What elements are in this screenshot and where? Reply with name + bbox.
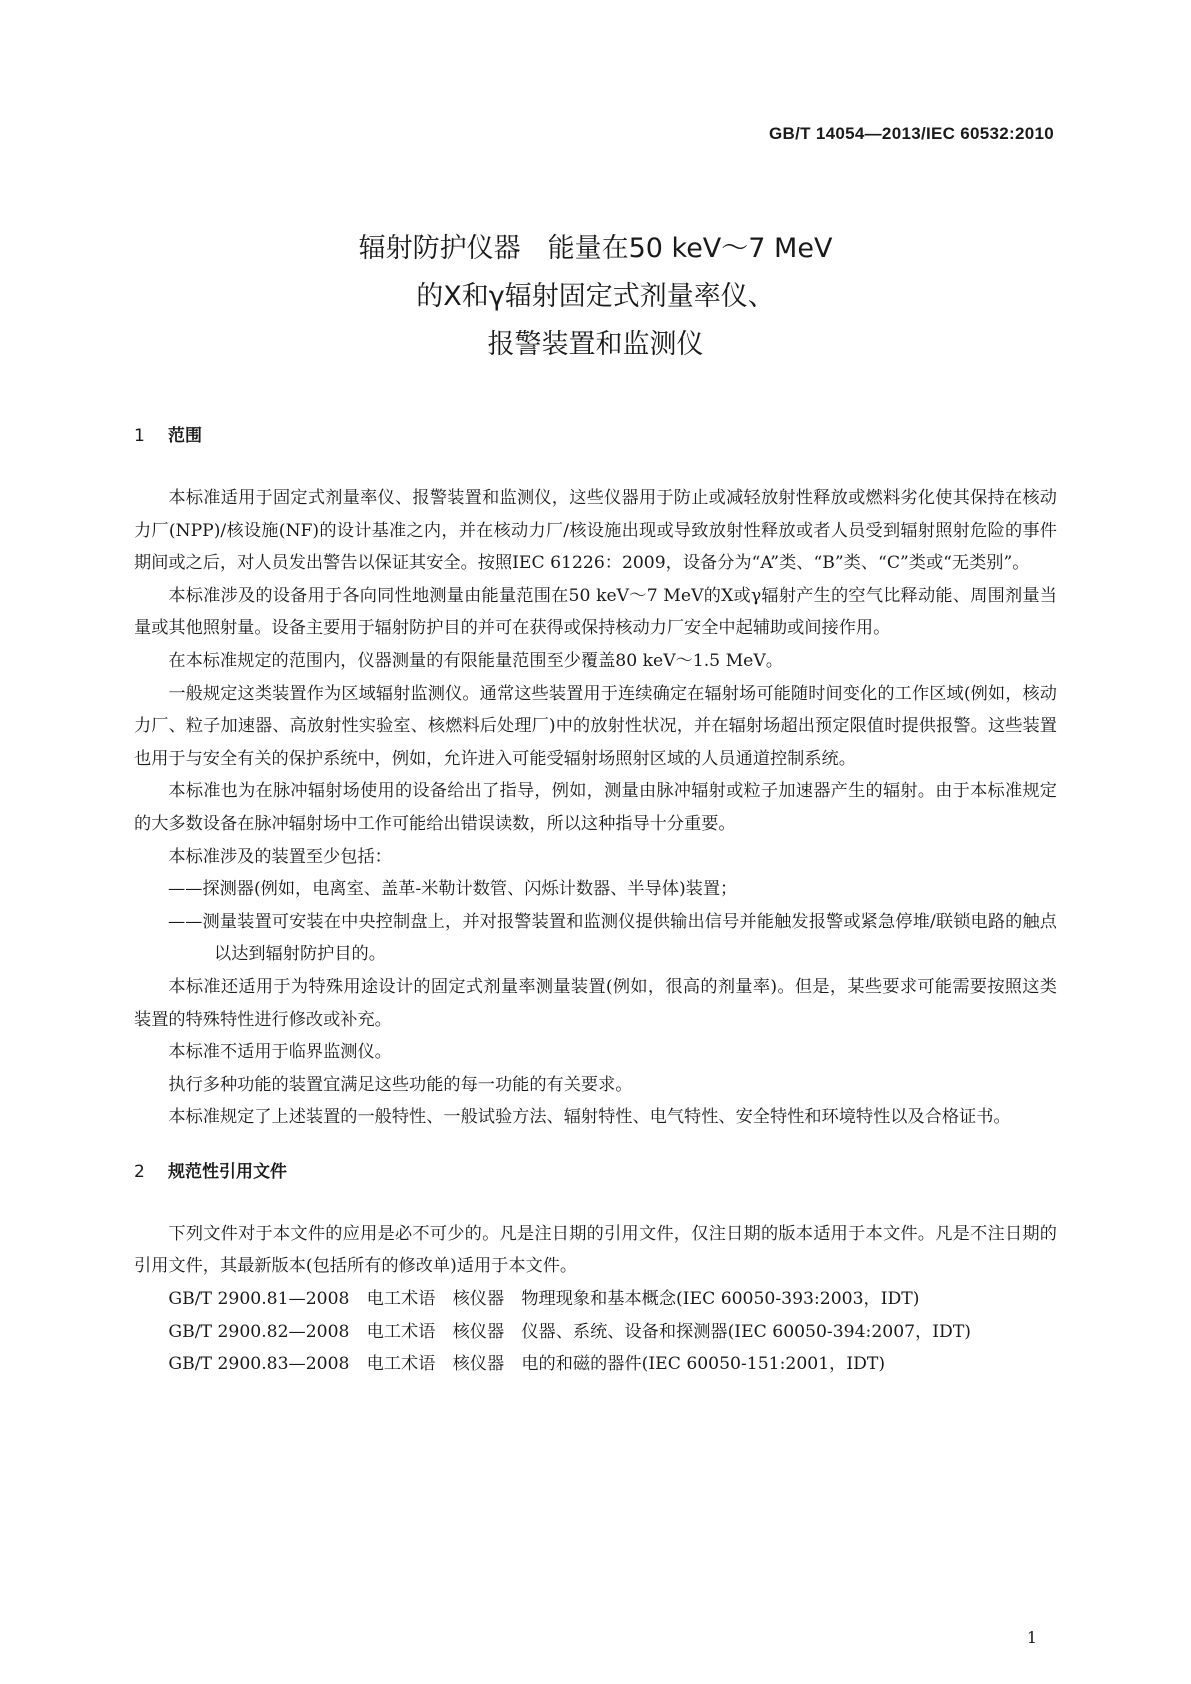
list-item: ——探测器(例如，电离室、盖革-米勒计数管、闪烁计数器、半导体)装置；	[168, 879, 738, 900]
reference-item: GB/T 2900.83—2008 电工术语 核仪器 电的和磁的器件(IEC 60050-151:2001，IDT)	[168, 1354, 886, 1375]
section-number: 2	[134, 1161, 145, 1182]
document-body	[134, 420, 1057, 1381]
paragraph: 执行多种功能的装置宜满足这些功能的每一功能的有关要求。	[168, 1074, 633, 1095]
standard-code: GB/T 14054—2013/IEC 60532:2010	[769, 124, 1054, 143]
paragraph: 在本标准规定的范围内，仪器测量的有限能量范围至少覆盖80 keV～1.5 MeV。	[168, 650, 783, 671]
reference-item: GB/T 2900.81—2008 电工术语 核仪器 物理现象和基本概念(IEC 60050-393:2003，IDT)	[168, 1289, 920, 1310]
paragraph: 本标准涉及的设备用于各向同性地测量由能量范围在50 keV～7 MeV的X或γ辐射产生的空气比释动能、周围剂量当量或其他照射量。设备主要用于辐射防护目的并可在获得或保持核动力厂安全中起辅助或间接作用。	[134, 585, 1057, 639]
section-heading-normative-references	[134, 1156, 1057, 1188]
reference-item: GB/T 2900.82—2008 电工术语 核仪器 仪器、系统、设备和探测器(IEC 60050-394:2007，IDT)	[168, 1321, 972, 1342]
paragraph: 本标准涉及的装置至少包括：	[168, 846, 392, 867]
paragraph: 本标准还适用于为特殊用途设计的固定式剂量率测量装置(例如，很高的剂量率)。但是，某些要求可能需要按照这类装置的特殊特性进行修改或补充。	[134, 976, 1057, 1030]
section-title: 规范性引用文件	[168, 1161, 287, 1182]
paragraph: 本标准也为在脉冲辐射场使用的设备给出了指导，例如，测量由脉冲辐射或粒子加速器产生的辐射。由于本标准规定的大多数设备在脉冲辐射场中工作可能给出错误读数，所以这种指导十分重要。	[134, 781, 1057, 834]
section-number: 1	[134, 426, 145, 446]
section-title: 范围	[168, 426, 202, 446]
paragraph: 本标准不适用于临界监测仪。	[168, 1042, 392, 1063]
paragraph: 本标准适用于固定式剂量率仪、报警装置和监测仪，这些仪器用于防止或减轻放射性释放或燃料劣化使其保持在核动力厂(NPP)/核设施(NF)的设计基准之内，并在核动力厂/核设施出现或导致放射性释放或者人员受到辐射照射危险的事件期间或之后，对人员发出警告以保证其安全。按照IEC 61226：2009，设备分为“A”类、“B”类、“C”类或“无类别”。	[134, 488, 1057, 574]
paragraph: 下列文件对于本文件的应用是必不可少的。凡是注日期的引用文件，仅注日期的版本适用于本文件。凡是不注日期的引用文件，其最新版本(包括所有的修改单)适用于本文件。	[134, 1223, 1057, 1277]
title-line-3: 报警装置和监测仪	[487, 329, 704, 360]
document-title	[0, 225, 1191, 369]
paragraph: 一般规定这类装置作为区域辐射监测仪。通常这些装置用于连续确定在辐射场可能随时间变化的工作区域(例如，核动力厂、粒子加速器、高放射性实验室、核燃料后处理厂)中的放射性状况，并在辐射场超出预定限值时提供报警。这些装置也用于与安全有关的保护系统中，例如，允许进入可能受辐射场照射区域的人员通道控制系统。	[134, 683, 1057, 769]
paragraph: 本标准规定了上述装置的一般特性、一般试验方法、辐射特性、电气特性、安全特性和环境特性以及合格证书。	[168, 1107, 1011, 1128]
page-number: 1	[1026, 1628, 1037, 1647]
title-line-1: 辐射防护仪器 能量在50 keV～7 MeV	[358, 233, 833, 264]
list-item: ——测量装置可安装在中央控制盘上，并对报警装置和监测仪提供输出信号并能触发报警或紧急停堆/联锁电路的触点以达到辐射防护目的。	[168, 911, 1057, 965]
section-heading-scope	[134, 420, 1057, 452]
title-line-2: 的X和γ辐射固定式剂量率仪、	[416, 281, 775, 312]
